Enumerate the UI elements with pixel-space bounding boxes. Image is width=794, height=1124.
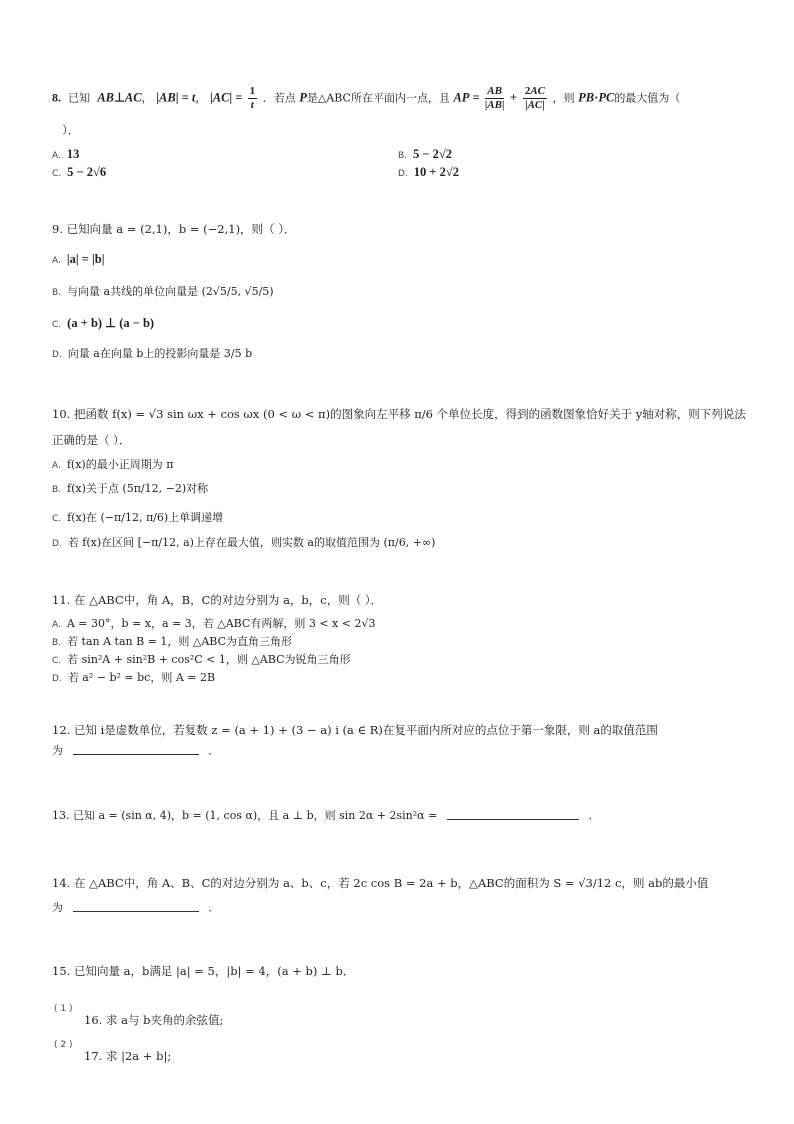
q9-option-d: D. 向量 a在向量 b上的投影向量是 3/5 b (52, 347, 253, 360)
q15-part-2-index: ( 2 ) (54, 1040, 73, 1050)
q14-answer-line: 为 ． (52, 901, 220, 914)
q9-option-b: B. 与向量 a共线的单位向量是 (2√5/5, √5/5) (52, 285, 274, 298)
q10-stem-cont: 正确的是（ ）． (52, 433, 131, 447)
q12-stem: 12. 已知 i是虚数单位，若复数 z = (a + 1) + (3 − a) i (a ∈ R)在复平面内所对应的点位于第一象限，则 a的取值范围 (52, 723, 658, 737)
q11-option-a: A. A = 30°，b = x，a = 3，若 △ABC有两解，则 3 < x < 2√3 (52, 617, 376, 630)
q8-stem: 8. 已知 AB⊥AC， |AB| = t， |AC| = $\frac{1}{t}$ ．若点 P是△ABC所在平面内一点，且 AP = $\frac{AB}{|AB|}$ + $\frac{2AC}{|AC|}$ ，则 PB·PC的最大值为（ (52, 85, 681, 111)
q8-option-c: C. 5 − 2√6 (52, 165, 107, 179)
q12-answer-line: 为 ． (52, 744, 220, 757)
q15-part-1: 16. 求 a与 b夹角的余弦值; (84, 1013, 224, 1027)
q11-stem: 11. 在 △ABC中，角 A，B，C的对边分别为 a，b，c，则（ ）． (52, 593, 383, 607)
q15-stem: 15. 已知向量 a，b满足 |a| = 5，|b| = 4，(a + b) ⊥ b． (52, 964, 355, 978)
q8-option-a: A. 13 (52, 147, 80, 161)
q11-option-b: B. 若 tan A tan B = 1，则 △ABC为直角三角形 (52, 635, 292, 648)
q8-stem-cont: ）． (62, 123, 80, 137)
q10-option-c: C. f(x)在 (−π/12, π/6)上单调递增 (52, 511, 224, 524)
q10-stem: 10. 把函数 f(x) = √3 sin ωx + cos ωx (0 < ω < π)的图象向左平移 π/6 个单位长度，得到的函数图象恰好关于 y轴对称，则下列说法 (52, 407, 746, 421)
q12-answer-blank[interactable] (73, 743, 199, 755)
q8-option-b: B. 5 − 2√2 (398, 147, 453, 161)
q11-option-c: C. 若 sin²A + sin²B + cos²C < 1，则 △ABC为锐角三角形 (52, 653, 351, 666)
q9-stem: 9. 已知向量 a = (2,1)，b = (−2,1)，则（ ）． (52, 222, 296, 236)
q13-answer-blank[interactable] (447, 808, 579, 820)
q8-option-d: D. 10 + 2√2 (398, 165, 460, 179)
q14-stem: 14. 在 △ABC中，角 A、B、C的对边分别为 a、b、c，若 2c cos B = 2a + b，△ABC的面积为 S = √3/12 c，则 ab的最小值 (52, 876, 709, 890)
q10-option-b: B. f(x)关于点 (5π/12, −2)对称 (52, 482, 209, 495)
q10-option-a: A. f(x)的最小正周期为 π (52, 458, 174, 471)
q9-option-a: A. |a| = |b| (52, 252, 105, 266)
q14-answer-blank[interactable] (73, 900, 199, 912)
q11-option-d: D. 若 a² − b² = bc，则 A = 2B (52, 671, 216, 684)
q13-stem: 13. 已知 a = (sin α, 4)，b = (1, cos α)，且 a ⊥ b，则 sin 2α + 2sin²α = (52, 809, 438, 822)
q9-option-c: C. (a + b) ⊥ (a − b) (52, 316, 155, 330)
q15-part-1-index: ( 1 ) (54, 1004, 73, 1014)
q15-part-2: 17. 求 |2a + b|; (84, 1049, 172, 1063)
q13-answer-line: 13. 已知 a = (sin α, 4)，b = (1, cos α)，且 a ⊥ b，则 sin 2α + 2sin²α = ． (52, 809, 600, 822)
q10-option-d: D. 若 f(x)在区间 [−π/12, a)上存在最大值，则实数 a的取值范围为 (π/6, +∞) (52, 536, 436, 549)
